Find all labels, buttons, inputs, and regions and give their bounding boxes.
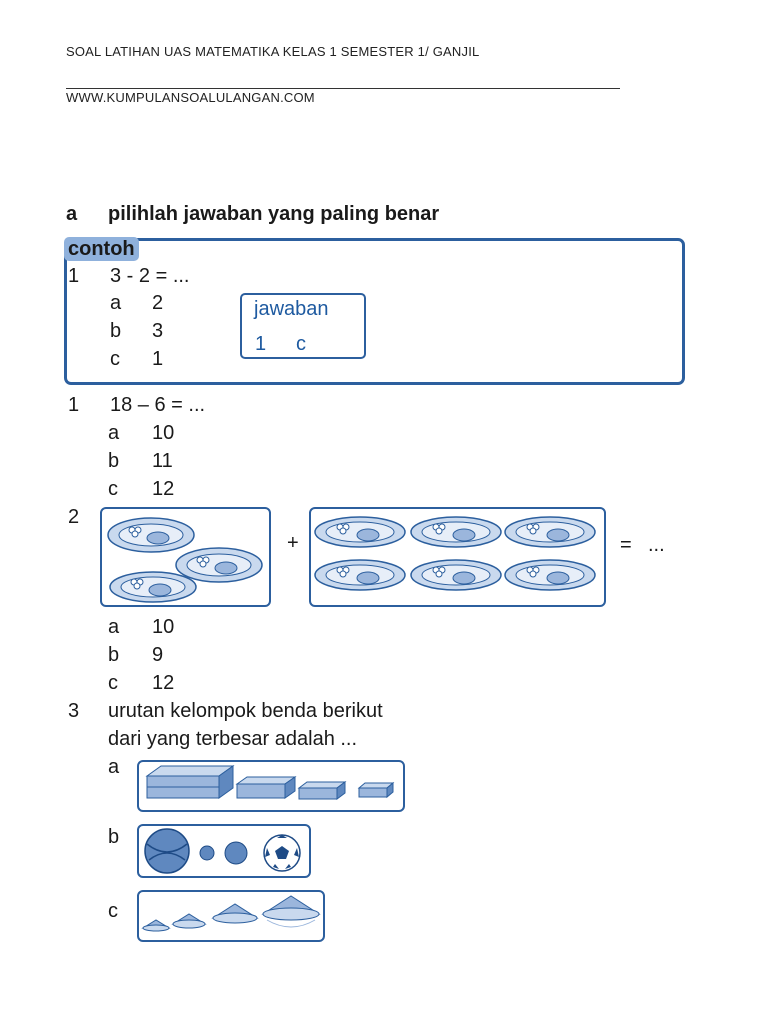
basketball-icon <box>145 829 189 873</box>
plate-with-egg-icon <box>110 572 196 602</box>
q1-option-a-letter[interactable]: a <box>108 422 120 444</box>
plate-with-egg-icon <box>411 560 501 590</box>
q2-equals: = <box>620 534 632 556</box>
plate-with-egg-icon <box>505 560 595 590</box>
q3-line2: dari yang terbesar adalah ... <box>108 728 358 750</box>
plate-with-egg-icon <box>315 560 405 590</box>
plate-with-egg-icon <box>315 517 405 547</box>
example-option-b-letter: b <box>110 320 122 342</box>
cone-pile-icon <box>173 914 205 928</box>
example-option-c-value: 1 <box>152 348 164 370</box>
section-letter: a <box>66 203 78 225</box>
plate-with-egg-icon <box>108 518 194 552</box>
answer-title: jawaban <box>254 298 329 320</box>
stacked-box-icon <box>299 782 345 799</box>
answer-letter: c <box>296 333 306 355</box>
cone-pile-icon <box>263 896 319 927</box>
q2-left-plate-group <box>100 507 271 607</box>
section-title: pilihlah jawaban yang paling benar <box>108 203 440 225</box>
example-question: 3 - 2 = ... <box>110 265 190 287</box>
example-number: 1 <box>68 265 80 287</box>
q1-option-a-value[interactable]: 10 <box>152 422 175 444</box>
q2-option-a-letter[interactable]: a <box>108 616 120 638</box>
q1-number: 1 <box>68 394 80 416</box>
q2-ellipsis: ... <box>648 534 665 556</box>
q2-plus: + <box>287 532 299 554</box>
example-option-a-value: 2 <box>152 292 164 314</box>
q2-option-b-letter[interactable]: b <box>108 644 120 666</box>
header-website: WWW.KUMPULANSOALULANGAN.COM <box>66 90 315 105</box>
example-option-b-value: 3 <box>152 320 164 342</box>
cone-pile-icon <box>143 920 169 931</box>
q3-option-c-letter[interactable]: c <box>108 900 118 922</box>
plate-with-egg-icon <box>176 548 262 582</box>
q1-option-c-letter[interactable]: c <box>108 478 118 500</box>
q3-option-b-image[interactable] <box>137 824 311 878</box>
q2-option-c-letter[interactable]: c <box>108 672 118 694</box>
stacked-box-icon <box>359 783 393 797</box>
q1-question: 18 – 6 = ... <box>110 394 206 416</box>
header-title: SOAL LATIHAN UAS MATEMATIKA KELAS 1 SEMESTER 1/ GANJIL <box>66 44 480 59</box>
q3-option-a-letter[interactable]: a <box>108 756 120 778</box>
answer-number: 1 <box>255 333 267 355</box>
q2-right-plate-group <box>309 507 606 607</box>
cone-pile-icon <box>213 904 257 923</box>
q3-option-c-image[interactable] <box>137 890 325 942</box>
small-ball-icon <box>200 846 214 860</box>
stacked-box-icon <box>237 777 295 798</box>
q3-line1: urutan kelompok benda berikut <box>108 700 383 722</box>
example-tag: contoh <box>64 237 139 261</box>
q1-option-b-letter[interactable]: b <box>108 450 120 472</box>
q2-number: 2 <box>68 506 80 528</box>
q3-option-b-letter[interactable]: b <box>108 826 120 848</box>
q2-option-a-value[interactable]: 10 <box>152 616 175 638</box>
header-divider <box>66 88 620 89</box>
q3-number: 3 <box>68 700 80 722</box>
q1-option-c-value[interactable]: 12 <box>152 478 175 500</box>
q1-option-b-value[interactable]: 11 <box>152 450 173 472</box>
example-option-c-letter: c <box>110 348 120 370</box>
plate-with-egg-icon <box>505 517 595 547</box>
plate-with-egg-icon <box>411 517 501 547</box>
example-option-a-letter: a <box>110 292 122 314</box>
stacked-box-icon <box>147 766 233 798</box>
q2-option-b-value[interactable]: 9 <box>152 644 164 666</box>
soccer-ball-icon <box>264 835 300 871</box>
q3-option-a-image[interactable] <box>137 760 405 812</box>
medium-ball-icon <box>225 842 247 864</box>
q2-option-c-value[interactable]: 12 <box>152 672 175 694</box>
